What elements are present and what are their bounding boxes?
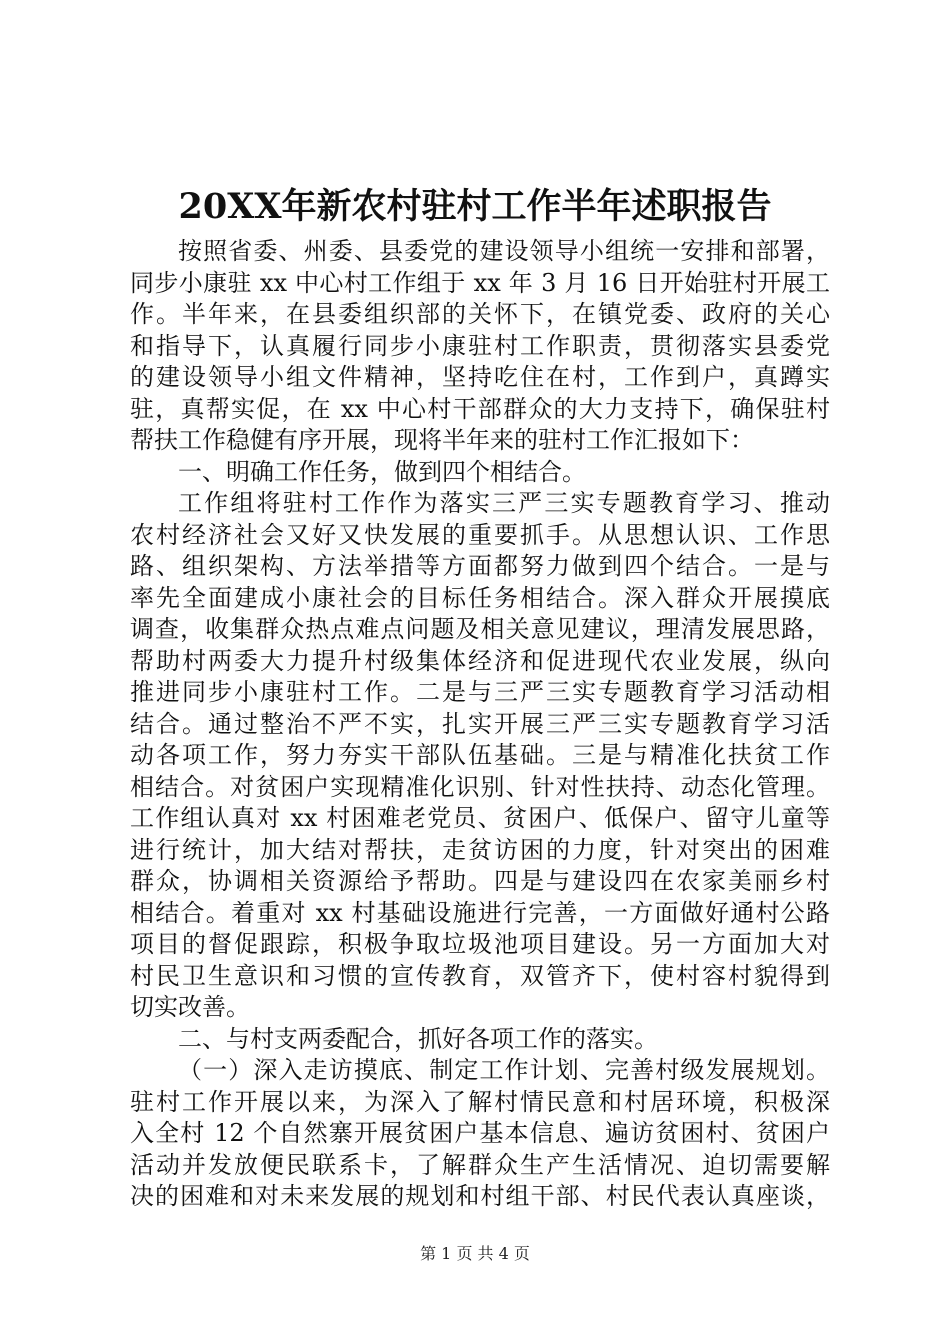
body-line: 率先全面建成小康社会的目标任务相结合。深入群众开展摸底	[130, 583, 830, 612]
document-title: 20XX年新农村驻村工作半年述职报告	[178, 186, 772, 227]
body-line: 切实改善。	[130, 993, 250, 1021]
body-line: 推进同步小康驻村工作。二是与三严三实专题教育学习活动相	[130, 678, 830, 706]
body-line: 调查，收集群众热点难点问题及相关意见建议，理清发展思路，	[130, 615, 830, 643]
body-line: 的建设领导小组文件精神，坚持吃住在村，工作到户，真蹲实	[130, 363, 830, 391]
document-body	[130, 236, 830, 1213]
body-line: 决的困难和对未来发展的规划和村组干部、村民代表认真座谈，	[130, 1182, 830, 1210]
body-line: 工作组认真对 xx 村困难老党员、贫困户、低保户、留守儿童等	[130, 804, 830, 832]
page-footer: 第 1 页 共 4 页	[420, 1244, 530, 1263]
body-line: （一）深入走访摸底、制定工作计划、完善村级发展规划。	[178, 1056, 830, 1084]
body-line: 按照省委、州委、县委党的建设领导小组统一安排和部署，	[178, 237, 830, 265]
body-line: 驻，真帮实促，在 xx 中心村干部群众的大力支持下，确保驻村	[130, 394, 830, 423]
body-line: 活动并发放便民联系卡，了解群众生产生活情况、迫切需要解	[130, 1150, 830, 1179]
body-line: 群众，协调相关资源给予帮助。四是与建设四在农家美丽乡村	[130, 867, 830, 895]
body-line: 路、组织架构、方法举措等方面都努力做到四个结合。一是与	[130, 552, 830, 580]
body-line: 作。半年来，在县委组织部的关怀下，在镇党委、政府的关心	[130, 300, 830, 328]
body-line: 和指导下，认真履行同步小康驻村工作职责，贯彻落实县委党	[130, 331, 830, 360]
body-line: 帮助村两委大力提升村级集体经济和促进现代农业发展，纵向	[130, 646, 830, 675]
body-line: 进行统计，加大结对帮扶，走贫访困的力度，针对突出的困难	[130, 835, 830, 864]
body-line: 村民卫生意识和习惯的宣传教育，双管齐下，使村容村貌得到	[130, 961, 830, 990]
body-line: 驻村工作开展以来，为深入了解村情民意和村居环境，积极深	[130, 1087, 830, 1116]
body-line: 结合。通过整治不严不实，扎实开展三严三实专题教育学习活	[130, 709, 830, 738]
body-line: 动各项工作，努力夯实干部队伍基础。三是与精准化扶贫工作	[130, 741, 830, 769]
body-line: 工作组将驻村工作作为落实三严三实专题教育学习、推动	[178, 489, 830, 517]
body-line: 农村经济社会又好又快发展的重要抓手。从思想认识、工作思	[130, 520, 830, 549]
body-line: 入全村 12 个自然寨开展贫困户基本信息、遍访贫困村、贫困户	[130, 1119, 830, 1147]
body-line: 项目的督促跟踪，积极争取垃圾池项目建设。另一方面加大对	[130, 930, 830, 958]
body-line: 同步小康驻 xx 中心村工作组于 xx 年 3 月 16 日开始驻村开展工	[130, 268, 830, 297]
body-line: 帮扶工作稳健有序开展，现将半年来的驻村工作汇报如下：	[130, 426, 754, 454]
body-line: 相结合。对贫困户实现精准化识别、针对性扶持、动态化管理。	[130, 772, 830, 801]
body-line: 二、与村支两委配合，抓好各项工作的落实。	[178, 1024, 658, 1053]
body-line: 相结合。着重对 xx 村基础设施进行完善，一方面做好通村公路	[130, 898, 830, 927]
body-line: 一、明确工作任务，做到四个相结合。	[178, 457, 586, 486]
